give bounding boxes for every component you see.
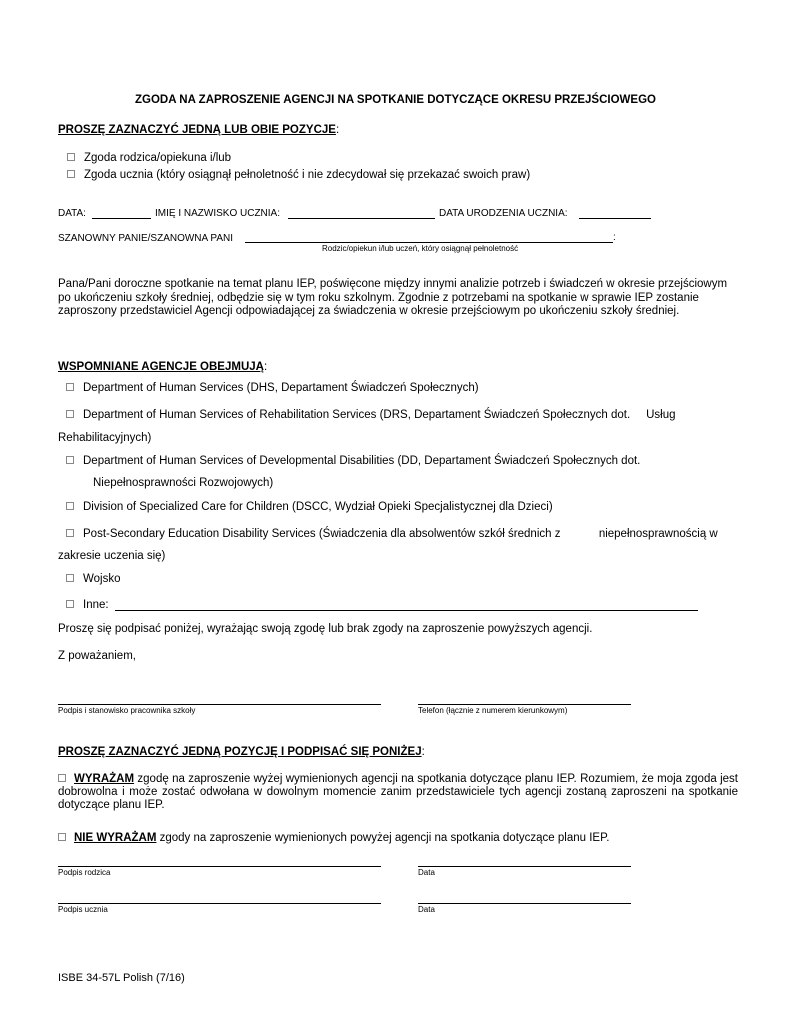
date-field[interactable] (92, 218, 151, 219)
decline-text: zgody na zaproszenie wymienionych powyżej agencji na spotkania dotyczące planu IEP. (156, 832, 610, 844)
sign-request-text: Proszę się podpisać poniżej, wyrażając swoją zgodę lub brak zgody na zaproszenie powyższych agencji. (58, 623, 593, 635)
agencies-header-text: WSPOMNIANE AGENCJE OBEJMUJĄ (58, 361, 264, 373)
closing-text: Z poważaniem, (58, 650, 136, 662)
checkbox-icon[interactable] (66, 410, 74, 418)
agency-item-dhs[interactable] (66, 381, 479, 395)
student-name-label: IMIĘ I NAZWISKO UCZNIA: (155, 208, 281, 219)
intro-paragraph: Pana/Pani doroczne spotkanie na temat planu IEP, poświęcone między innymi analizie potrzeb i świadczeń w okresie przejściowym po ukończeniu szkoły średniej, odbędzie się w tym roku szkolnym. Zgodnie z potrzebami na spotkanie w sprawie IEP zostanie zaproszony przedstawiciel Agencji odpowiadającej za świadczenia w okresie przejściowym po ukończeniu szkoły średniej. (58, 278, 728, 317)
agency-item-post-secondary[interactable] (66, 527, 718, 541)
form-footer-id: ISBE 34-57L Polish (7/16) (58, 972, 185, 984)
page-title: ZGODA NA ZAPROSZENIE AGENCJI NA SPOTKANIE DOTYCZĄCE OKRESU PRZEJŚCIOWEGO (135, 94, 656, 106)
agency-item-other[interactable] (66, 598, 109, 612)
agency-item-dscc[interactable] (66, 500, 553, 514)
student-consent-option[interactable] (67, 168, 530, 182)
checkbox-icon[interactable] (67, 153, 75, 161)
agency-label: Division of Specialized Care for Children (DSCC, Wydział Opieki Specjalistycznej dla Dzieci) (83, 501, 553, 513)
agencies-header-colon: : (263, 361, 268, 373)
student-date-line[interactable] (418, 903, 631, 904)
parent-signature-caption: Podpis rodzica (58, 868, 111, 877)
student-name-field[interactable] (288, 218, 435, 219)
parent-date-line[interactable] (418, 866, 631, 867)
agency-item-military[interactable] (66, 572, 121, 586)
agency-label-continued: Niepełnosprawności Rozwojowych) (93, 477, 274, 489)
consent-paragraph[interactable] (58, 773, 738, 812)
phone-line[interactable] (418, 704, 631, 705)
salutation-label: SZANOWNY PANIE/SZANOWNA PANI (58, 233, 234, 244)
staff-signature-caption: Podpis i stanowisko pracownika szkoły (58, 706, 196, 715)
other-agency-field[interactable] (115, 610, 698, 611)
section2-header-text: PROSZĘ ZAZNACZYĆ JEDNĄ POZYCJĘ I PODPISAĆ SIĘ PONIŻEJ (58, 746, 422, 758)
agencies-header (58, 357, 267, 375)
salutation-caption: Rodzic/opiekun i/lub uczeń, który osiągnął pełnoletność (322, 244, 519, 253)
student-date-caption: Data (418, 905, 435, 914)
section1-header (58, 120, 339, 138)
agency-item-dd[interactable] (66, 454, 640, 468)
checkbox-icon[interactable] (66, 529, 74, 537)
checkbox-icon[interactable] (66, 383, 74, 391)
agency-label: Inne: (83, 599, 109, 611)
agency-label: Department of Human Services of Developmental Disabilities (DD, Departament Świadczeń Społecznych dot. (83, 455, 641, 467)
agency-label: Wojsko (83, 573, 121, 585)
parent-date-caption: Data (418, 868, 435, 877)
agency-item-drs[interactable] (66, 408, 676, 422)
checkbox-icon[interactable] (66, 600, 74, 608)
salutation-field[interactable] (245, 242, 613, 243)
parent-consent-label: Zgoda rodzica/opiekuna i/lub (84, 152, 232, 164)
agency-label-continued: zakresie uczenia się) (58, 550, 166, 562)
student-consent-label: Zgoda ucznia (który osiągnął pełnoletność i nie zdecydował się przekazać swoich praw) (84, 169, 531, 181)
agency-label: Post-Secondary Education Disability Services (Świadczenia dla absolwentów szkół średnich z niepełnosprawnością w (83, 528, 718, 540)
checkbox-icon[interactable] (58, 774, 66, 782)
salutation-colon: : (613, 232, 616, 243)
section2-header-colon: : (421, 746, 425, 758)
phone-caption: Telefon (łącznie z numerem kierunkowym) (418, 706, 568, 715)
parent-signature-line[interactable] (58, 866, 381, 867)
checkbox-icon[interactable] (66, 456, 74, 464)
student-signature-caption: Podpis ucznia (58, 905, 108, 914)
checkbox-icon[interactable] (66, 574, 74, 582)
dob-field[interactable] (579, 218, 651, 219)
agency-label: Department of Human Services (DHS, Departament Świadczeń Społecznych) (83, 382, 479, 394)
staff-signature-line[interactable] (58, 704, 381, 705)
consent-text: zgodę na zaproszenie wyżej wymienionych agencji na spotkania dotyczące planu IEP. Rozumiem, że moja zgoda jest dobrowolna i może zostać odwołana w dowolnym momencie zanim przedstawiciele tych agencji zostaną zaproszeni na spotkanie dotyczące planu IEP. (58, 773, 738, 811)
checkbox-icon[interactable] (66, 502, 74, 510)
checkbox-icon[interactable] (67, 170, 75, 178)
section2-header (58, 742, 425, 760)
agency-label-continued: Rehabilitacyjnych) (58, 432, 152, 444)
dob-label: DATA URODZENIA UCZNIA: (439, 208, 568, 219)
checkbox-icon[interactable] (58, 833, 66, 841)
decline-bold: NIE WYRAŻAM (74, 832, 157, 844)
date-label: DATA: (58, 208, 86, 219)
section1-header-text: PROSZĘ ZAZNACZYĆ JEDNĄ LUB OBIE POZYCJE (58, 124, 336, 136)
section1-header-colon: : (335, 124, 340, 136)
decline-option[interactable] (58, 831, 609, 845)
student-signature-line[interactable] (58, 903, 381, 904)
consent-bold: WYRAŻAM (74, 773, 135, 785)
parent-consent-option[interactable] (67, 151, 231, 165)
agency-label: Department of Human Services of Rehabilitation Services (DRS, Departament Świadczeń Społecznych dot. Usług (83, 409, 676, 421)
